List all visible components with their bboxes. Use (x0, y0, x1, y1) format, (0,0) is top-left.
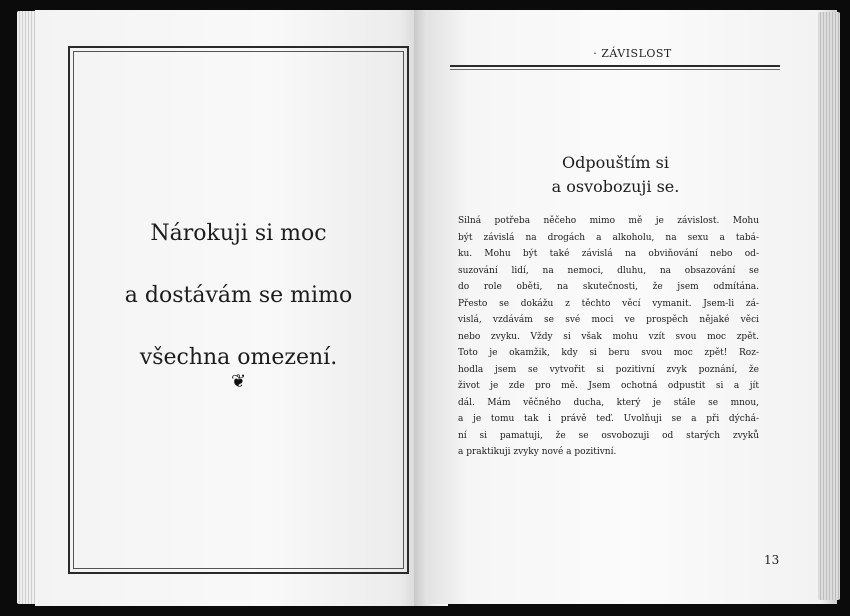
right-page-edges (818, 12, 840, 600)
body-line: dál. Mám věčného ducha, který je stále se mnou, (458, 397, 759, 408)
affirmation-text (70, 203, 407, 389)
body-line: a praktikuji zvyky nové a pozitivní. (458, 447, 617, 457)
affirmation-line: a dostávám se mimo (124, 283, 353, 308)
body-line: suzování lidí, na nemoci, dluhu, na obsazování se (458, 265, 759, 276)
left-page (35, 10, 423, 606)
body-line: být závislá na drogách a alkoholu, na sexu a tabá- (458, 232, 759, 243)
chapter-title (428, 151, 803, 199)
right-page (428, 10, 837, 604)
body-line: Toto je okamžik, kdy si beru svou moc zpět! Roz- (458, 348, 759, 358)
body-line: nebo zvyku. Vždy si však mohu vzít svou moc zpět. (458, 331, 759, 342)
body-line: ku. Mohu být také závislá na obviňování nebo od- (458, 249, 759, 259)
body-paragraph (458, 213, 759, 461)
body-line: Silná potřeba něčeho mimo mě je závislost. Mohu (458, 216, 759, 226)
heart-ornament-icon: ❦ (230, 371, 247, 392)
page-number: 13 (764, 553, 780, 567)
body-line: a je tomu tak i právě teď. Uvolňuji se a při dýchá- (458, 414, 759, 424)
chapter-title-line: a osvobozuji se. (551, 177, 680, 196)
running-head: · ZÁVISLOST (593, 47, 672, 60)
body-line: Přesto se dokážu z těchto věcí vymanit. Jsem-li zá- (458, 298, 759, 309)
body-line: do role oběti, na skutečnosti, že jsem odmítána. (458, 282, 759, 292)
body-line: hodla jsem se vytvořit si pozitivní zvyk poznání, že (458, 364, 759, 375)
decorative-frame (68, 46, 409, 574)
body-line: život je zde pro mě. Jsem ochotná odpustit si a jít (458, 381, 759, 391)
chapter-title-line: Odpouštím si (562, 153, 669, 172)
running-head-rule (450, 65, 780, 67)
affirmation-line: všechna omezení. (139, 345, 338, 370)
body-line: ní si pamatuji, že se osvobozuji od starých zvyků (458, 430, 759, 441)
affirmation-line: Nárokuji si moc (150, 221, 327, 246)
body-line: vislá, vzdávám se své moci ve prospěch nějaké věci (458, 315, 759, 325)
